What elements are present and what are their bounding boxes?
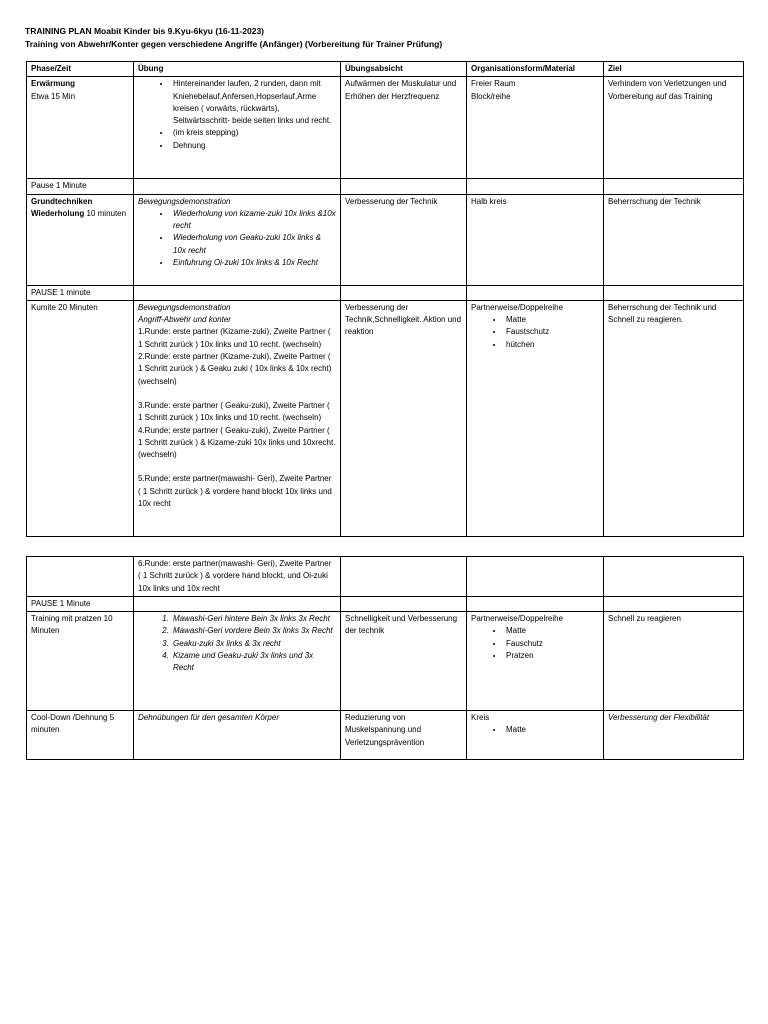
col-header-phase: Phase/Zeit bbox=[27, 62, 134, 77]
pads-purpose: Schnelligkeit und Verbesserung der technik bbox=[341, 612, 467, 711]
warmup-exercise-list bbox=[138, 78, 336, 152]
kumite-round-4: 4.Runde: erste partner ( Geaku-zuki), Zweite Partner ( 1 Schritt zurück ) & Kizame-zuki 10x links und 10xrecht. (wechseln) bbox=[138, 425, 336, 460]
table-row-pause bbox=[27, 285, 744, 300]
table-row-kumite-continued bbox=[27, 557, 744, 597]
list-item: • Wiederholung von Geaku-zuki 10x links & 10x recht bbox=[171, 232, 336, 257]
kumite-goal: Beherrschung der Technik und Schnell zu reagieren. bbox=[604, 300, 744, 536]
pause-cell: PAUSE 1 minute bbox=[27, 285, 134, 300]
warmup-org-line: Freier Raum bbox=[471, 79, 516, 89]
list-item: 2. Mawashi-Geri vordere Bein 3x links 3x Recht bbox=[171, 625, 336, 637]
warmup-organisation bbox=[467, 77, 604, 179]
basics-goal: Beherrschung der Technik bbox=[604, 194, 744, 285]
kumite-round-1: 1.Runde: erste partner (Kizame-zuki), Zweite Partner ( 1 Schritt zurück ) 10x links und 10 recht. (wechseln) bbox=[138, 327, 331, 349]
cooldown-purpose: Reduzierung von Muskelspannung und Verletzungsprävention bbox=[341, 711, 467, 760]
kumite-round-3: 3.Runde: erste partner ( Geaku-zuki), Zweite Partner ( 1 Schritt zurück ) 10x links und 10 recht. (wechseln) bbox=[138, 400, 330, 423]
table-row-basics bbox=[27, 194, 744, 285]
list-item: • Matte bbox=[504, 314, 599, 326]
document-title: TRAINING PLAN Moabit Kinder bis 9.Kyu-6kyu (16-11-2023) bbox=[25, 26, 264, 36]
col-header-purpose: Übungsabsicht bbox=[341, 62, 467, 77]
col-header-goal: Ziel bbox=[604, 62, 744, 77]
warmup-purpose: Aufwärmen der Muskulatur und Erhöhen der Herzfrequenz bbox=[341, 77, 467, 179]
cooldown-goal: Verbesserung der Flexibilität bbox=[604, 711, 744, 760]
kumite-round-6: 6.Runde: erste partner(mawashi- Geri), Zweite Partner ( 1 Schritt zurück ) & vordere hand blockt, und Oi-zuki 10x links und 10x recht bbox=[134, 557, 341, 597]
basics-phase-time: 10 minuten bbox=[86, 208, 127, 218]
list-item: • Faustschutz bbox=[504, 326, 599, 338]
kumite-round-2: 2.Runde: erste partner (Kizame-zuki), Zweite Partner ( 1 Schritt zurück ) & Geaku zuki ( 10x links & 10x recht) (wechseln) bbox=[138, 352, 332, 386]
warmup-exercise bbox=[134, 77, 341, 179]
kumite-organisation bbox=[467, 300, 604, 536]
list-item: • Einfuhrung Oi-zuki 10x links & 10x Recht bbox=[171, 257, 336, 269]
basics-intro: Bewegungsdemonstration bbox=[138, 196, 231, 206]
list-item: 4. Kizame und Geaku-zuki 3x links und 3x Recht bbox=[171, 650, 336, 675]
warmup-phase bbox=[27, 77, 134, 179]
table-row-pads bbox=[27, 612, 744, 711]
list-item: • Wiederholung von kizame-zuki 10x links &10x recht bbox=[171, 208, 336, 233]
pads-phase: Training mit pratzen 10 Minuten bbox=[27, 612, 134, 711]
table-header-row bbox=[27, 62, 744, 77]
cooldown-phase: Cool-Down /Dehnung 5 minuten bbox=[27, 711, 134, 760]
pause-cell: Pause 1 Minute bbox=[27, 179, 134, 194]
basics-exercise-list bbox=[138, 208, 336, 269]
pads-org-title: Partnerweise/Doppelreihe bbox=[471, 614, 564, 624]
table-row-pause bbox=[27, 596, 744, 611]
kumite-round-5: 5.Runde: erste partner(mawashi- Geri), Zweite Partner ( 1 Schritt zurück ) & vordere hand blockt 10x links und 10x recht bbox=[138, 474, 332, 509]
warmup-org-line: Block/reihe bbox=[471, 91, 511, 101]
list-item: • Pratzen bbox=[504, 650, 599, 662]
kumite-org-title: Partnerweise/Doppelreihe bbox=[471, 302, 564, 312]
pause-cell: PAUSE 1 Minute bbox=[27, 596, 134, 611]
basics-purpose: Verbesserung der Technik bbox=[341, 194, 467, 285]
list-item: 1. Mawashi-Geri hintere Bein 3x links 3x Recht bbox=[171, 613, 336, 625]
col-header-exercise: Übung bbox=[134, 62, 341, 77]
list-item: • Matte bbox=[504, 625, 599, 637]
col-header-organisation: Organisationsform/Material bbox=[467, 62, 604, 77]
basics-phase-title: Grundtechniken Wiederholung bbox=[31, 196, 93, 218]
kumite-intro-sub: Angriff-Abwehr und konter bbox=[138, 315, 231, 325]
cooldown-organisation bbox=[467, 711, 604, 760]
list-item: 3. Geaku-zuki 3x links & 3x recht bbox=[171, 638, 336, 650]
cooldown-org-list bbox=[471, 724, 599, 736]
pads-org-list bbox=[471, 625, 599, 662]
pads-exercise-list bbox=[138, 613, 336, 674]
list-item: • hütchen bbox=[504, 339, 599, 351]
cooldown-exercise: Dehnübungen für den gesamten Körper bbox=[134, 711, 341, 760]
kumite-exercise bbox=[134, 300, 341, 536]
basics-phase bbox=[27, 194, 134, 285]
training-plan-table-page2 bbox=[26, 556, 744, 760]
table-row-cooldown bbox=[27, 711, 744, 760]
list-item: • (im kreis stepping) bbox=[171, 127, 336, 139]
warmup-phase-title: Erwärmung bbox=[31, 79, 76, 89]
list-item: • Fauschutz bbox=[504, 638, 599, 650]
cooldown-org-title: Kreis bbox=[471, 713, 490, 723]
pads-goal: Schnell zu reagieren bbox=[604, 612, 744, 711]
pads-exercise bbox=[134, 612, 341, 711]
pads-organisation bbox=[467, 612, 604, 711]
list-item: • Hintereinander laufen, 2 runden, dann mit Kniehebelauf,Anfersen,Hopserlauf,Arme kreisen ( vorwärts, rückwärts), Seitwärtsschritt- beide seiten links und recht. bbox=[171, 78, 336, 127]
table-row-warmup bbox=[27, 77, 744, 179]
list-item: • Matte bbox=[504, 724, 599, 736]
training-plan-table-page1 bbox=[26, 61, 744, 537]
kumite-purpose: Verbesserung der Technik,Schnelligkeit. Aktion und reaktion bbox=[341, 300, 467, 536]
warmup-phase-time: Etwa 15 Min bbox=[31, 91, 76, 101]
warmup-goal: Verhindern von Verletzungen und Vorbereitung auf das Training bbox=[604, 77, 744, 179]
table-row-pause bbox=[27, 179, 744, 194]
kumite-intro: Bewegungsdemonstration bbox=[138, 302, 231, 312]
list-item: • Dehnung bbox=[171, 140, 336, 152]
table-row-kumite bbox=[27, 300, 744, 536]
kumite-phase: Kumite 20 Minuten bbox=[27, 300, 134, 536]
basics-exercise bbox=[134, 194, 341, 285]
basics-organisation: Halb kreis bbox=[467, 194, 604, 285]
document-subtitle: Training von Abwehr/Konter gegen verschiedene Angriffe (Anfänger) (Vorbereitung für Trainer Prüfung) bbox=[25, 39, 443, 49]
document-header bbox=[25, 25, 442, 51]
kumite-org-list bbox=[471, 314, 599, 351]
